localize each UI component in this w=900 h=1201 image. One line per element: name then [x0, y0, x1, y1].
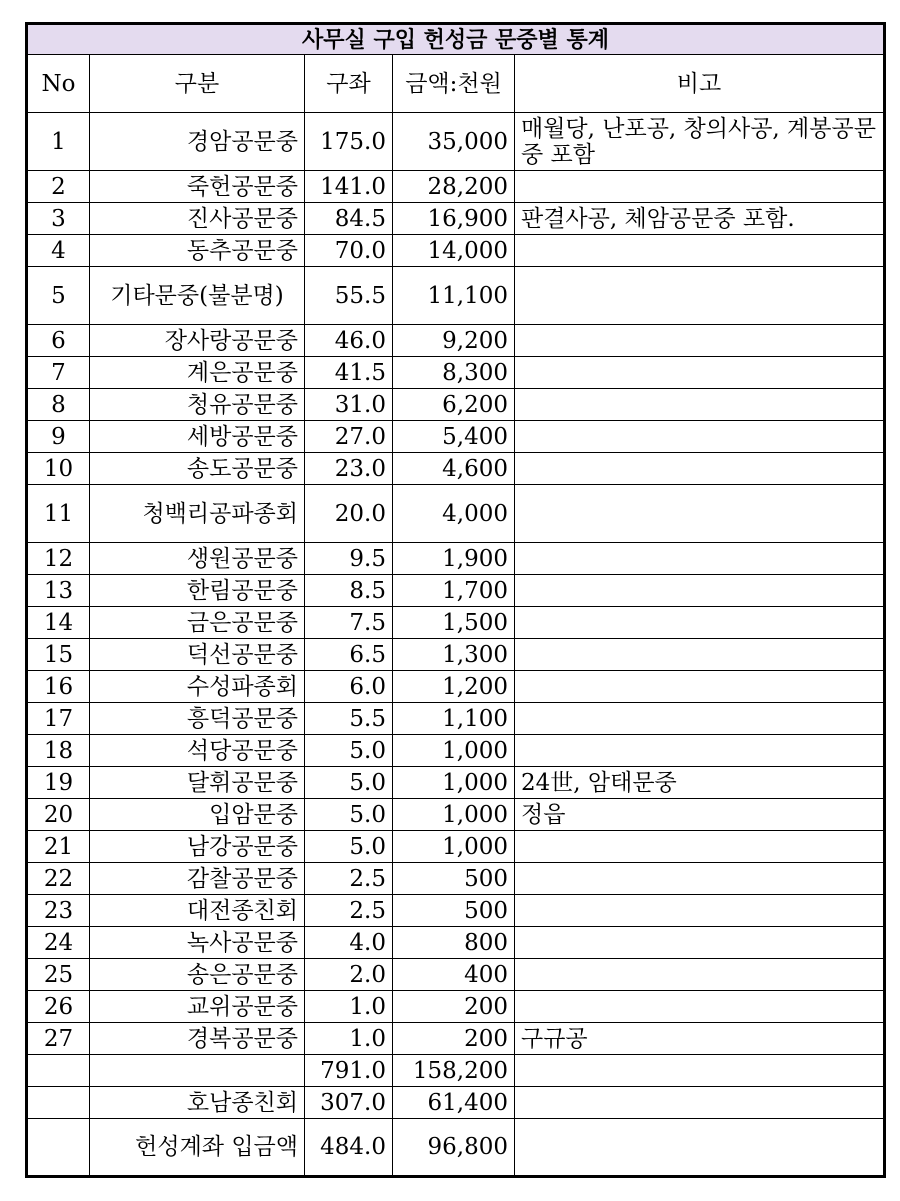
cell-note [515, 607, 885, 639]
table-row [27, 639, 885, 671]
header-row [27, 55, 885, 113]
table-row [27, 203, 885, 235]
cell-no: 8 [27, 389, 90, 421]
cell-name: 녹사공문중 [90, 927, 305, 959]
cell-note: 매월당, 난포공, 창의사공, 계봉공문중 포함 [515, 113, 885, 171]
cell-amount: 35,000 [393, 113, 515, 171]
cell-name: 기타문중(불분명) [90, 267, 305, 325]
cell-amount: 1,000 [393, 735, 515, 767]
cell-accounts: 6.0 [305, 671, 393, 703]
table-row [27, 453, 885, 485]
cell-note [515, 389, 885, 421]
cell-accounts: 2.5 [305, 895, 393, 927]
cell-amount: 158,200 [393, 1055, 515, 1087]
cell-name: 남강공문중 [90, 831, 305, 863]
cell-no: 21 [27, 831, 90, 863]
cell-no: 7 [27, 357, 90, 389]
table-row [27, 671, 885, 703]
cell-accounts: 5.0 [305, 799, 393, 831]
table-row [27, 267, 885, 325]
cell-amount: 500 [393, 863, 515, 895]
cell-name [90, 1055, 305, 1087]
header-note: 비고 [515, 55, 885, 113]
cell-note [515, 831, 885, 863]
cell-no: 3 [27, 203, 90, 235]
cell-accounts: 8.5 [305, 575, 393, 607]
cell-no: 2 [27, 171, 90, 203]
cell-note [515, 959, 885, 991]
table-row [27, 799, 885, 831]
header-name: 구분 [90, 55, 305, 113]
cell-note [515, 735, 885, 767]
cell-name: 청백리공파종회 [90, 485, 305, 543]
cell-note: 정읍 [515, 799, 885, 831]
cell-amount: 8,300 [393, 357, 515, 389]
cell-name: 덕선공문중 [90, 639, 305, 671]
cell-no: 27 [27, 1023, 90, 1055]
cell-note [515, 863, 885, 895]
cell-accounts: 9.5 [305, 543, 393, 575]
table-row [27, 703, 885, 735]
cell-note [515, 171, 885, 203]
cell-name: 송도공문중 [90, 453, 305, 485]
table-row [27, 171, 885, 203]
cell-no [27, 1087, 90, 1119]
table-row [27, 607, 885, 639]
cell-name: 계은공문중 [90, 357, 305, 389]
cell-amount: 4,600 [393, 453, 515, 485]
cell-no: 17 [27, 703, 90, 735]
cell-no: 25 [27, 959, 90, 991]
table-row [27, 389, 885, 421]
cell-accounts: 4.0 [305, 927, 393, 959]
cell-amount: 14,000 [393, 235, 515, 267]
table-row [27, 991, 885, 1023]
cell-accounts: 2.5 [305, 863, 393, 895]
cell-accounts: 1.0 [305, 1023, 393, 1055]
cell-amount: 1,100 [393, 703, 515, 735]
header-amount: 금액:천원 [393, 55, 515, 113]
cell-no: 10 [27, 453, 90, 485]
cell-note [515, 235, 885, 267]
cell-name: 호남종친회 [90, 1087, 305, 1119]
summary-row [27, 1055, 885, 1087]
cell-note [515, 1055, 885, 1087]
cell-note [515, 671, 885, 703]
table-row [27, 357, 885, 389]
cell-accounts: 41.5 [305, 357, 393, 389]
cell-name: 죽헌공문중 [90, 171, 305, 203]
cell-accounts: 5.0 [305, 831, 393, 863]
cell-accounts: 1.0 [305, 991, 393, 1023]
cell-no: 24 [27, 927, 90, 959]
cell-name: 동추공문중 [90, 235, 305, 267]
cell-name: 흥덕공문중 [90, 703, 305, 735]
cell-accounts: 7.5 [305, 607, 393, 639]
cell-name: 금은공문중 [90, 607, 305, 639]
cell-accounts: 70.0 [305, 235, 393, 267]
cell-name: 청유공문중 [90, 389, 305, 421]
title-row [27, 24, 885, 55]
cell-no: 13 [27, 575, 90, 607]
cell-accounts: 175.0 [305, 113, 393, 171]
summary-row [27, 1087, 885, 1119]
table-row [27, 927, 885, 959]
cell-accounts: 2.0 [305, 959, 393, 991]
cell-name: 교위공문중 [90, 991, 305, 1023]
cell-no: 11 [27, 485, 90, 543]
cell-note [515, 453, 885, 485]
cell-accounts: 84.5 [305, 203, 393, 235]
table-row [27, 235, 885, 267]
cell-amount: 4,000 [393, 485, 515, 543]
cell-note [515, 543, 885, 575]
cell-accounts: 307.0 [305, 1087, 393, 1119]
cell-no: 20 [27, 799, 90, 831]
cell-note [515, 575, 885, 607]
cell-no: 16 [27, 671, 90, 703]
table-row [27, 113, 885, 171]
header-no: No [27, 55, 90, 113]
cell-name: 경복공문중 [90, 1023, 305, 1055]
cell-note [515, 421, 885, 453]
cell-amount: 400 [393, 959, 515, 991]
cell-note [515, 357, 885, 389]
table-row [27, 863, 885, 895]
cell-amount: 200 [393, 991, 515, 1023]
cell-amount: 1,900 [393, 543, 515, 575]
cell-no: 9 [27, 421, 90, 453]
cell-note: 구규공 [515, 1023, 885, 1055]
table-title: 사무실 구입 헌성금 문중별 통계 [27, 24, 885, 55]
cell-name: 세방공문중 [90, 421, 305, 453]
table-row [27, 767, 885, 799]
cell-name: 수성파종회 [90, 671, 305, 703]
cell-amount: 6,200 [393, 389, 515, 421]
cell-accounts: 141.0 [305, 171, 393, 203]
cell-note: 판결사공, 체암공문중 포함. [515, 203, 885, 235]
cell-name: 석당공문중 [90, 735, 305, 767]
cell-name: 달휘공문중 [90, 767, 305, 799]
cell-no: 6 [27, 325, 90, 357]
cell-no: 15 [27, 639, 90, 671]
cell-accounts: 6.5 [305, 639, 393, 671]
table-row [27, 543, 885, 575]
cell-accounts: 5.0 [305, 767, 393, 799]
cell-note [515, 927, 885, 959]
cell-amount: 1,200 [393, 671, 515, 703]
cell-accounts: 484.0 [305, 1119, 393, 1177]
cell-amount: 1,000 [393, 767, 515, 799]
cell-amount: 5,400 [393, 421, 515, 453]
cell-name: 생원공문중 [90, 543, 305, 575]
cell-note [515, 325, 885, 357]
cell-no: 4 [27, 235, 90, 267]
cell-note [515, 485, 885, 543]
cell-note [515, 991, 885, 1023]
table-row [27, 895, 885, 927]
cell-amount: 200 [393, 1023, 515, 1055]
cell-amount: 1,700 [393, 575, 515, 607]
cell-amount: 96,800 [393, 1119, 515, 1177]
cell-accounts: 46.0 [305, 325, 393, 357]
cell-accounts: 27.0 [305, 421, 393, 453]
cell-amount: 9,200 [393, 325, 515, 357]
cell-no: 22 [27, 863, 90, 895]
cell-note [515, 703, 885, 735]
cell-no: 19 [27, 767, 90, 799]
table-row [27, 421, 885, 453]
cell-no: 23 [27, 895, 90, 927]
table-row [27, 485, 885, 543]
cell-no: 26 [27, 991, 90, 1023]
header-accounts: 구좌 [305, 55, 393, 113]
cell-note [515, 267, 885, 325]
cell-accounts: 55.5 [305, 267, 393, 325]
cell-note [515, 895, 885, 927]
cell-accounts: 5.0 [305, 735, 393, 767]
cell-name: 송은공문중 [90, 959, 305, 991]
table-row [27, 1023, 885, 1055]
cell-amount: 28,200 [393, 171, 515, 203]
cell-no: 5 [27, 267, 90, 325]
cell-accounts: 791.0 [305, 1055, 393, 1087]
donation-statistics-table [25, 22, 886, 1178]
cell-note [515, 639, 885, 671]
cell-amount: 800 [393, 927, 515, 959]
cell-no: 12 [27, 543, 90, 575]
cell-note: 24世, 암태문중 [515, 767, 885, 799]
cell-amount: 1,300 [393, 639, 515, 671]
cell-name: 감찰공문중 [90, 863, 305, 895]
cell-name: 장사랑공문중 [90, 325, 305, 357]
cell-no: 1 [27, 113, 90, 171]
cell-accounts: 31.0 [305, 389, 393, 421]
cell-name: 헌성계좌 입금액 [90, 1119, 305, 1177]
cell-accounts: 5.5 [305, 703, 393, 735]
table-row [27, 959, 885, 991]
cell-accounts: 23.0 [305, 453, 393, 485]
cell-no [27, 1055, 90, 1087]
cell-amount: 1,500 [393, 607, 515, 639]
cell-no [27, 1119, 90, 1177]
table-row [27, 575, 885, 607]
cell-name: 대전종친회 [90, 895, 305, 927]
cell-amount: 500 [393, 895, 515, 927]
cell-accounts: 20.0 [305, 485, 393, 543]
table-row [27, 325, 885, 357]
cell-amount: 61,400 [393, 1087, 515, 1119]
cell-no: 18 [27, 735, 90, 767]
cell-amount: 16,900 [393, 203, 515, 235]
cell-amount: 11,100 [393, 267, 515, 325]
cell-name: 입암문중 [90, 799, 305, 831]
cell-note [515, 1119, 885, 1177]
cell-note [515, 1087, 885, 1119]
cell-name: 한림공문중 [90, 575, 305, 607]
cell-no: 14 [27, 607, 90, 639]
table-row [27, 735, 885, 767]
cell-amount: 1,000 [393, 831, 515, 863]
summary-row [27, 1119, 885, 1177]
cell-amount: 1,000 [393, 799, 515, 831]
cell-name: 경암공문중 [90, 113, 305, 171]
cell-name: 진사공문중 [90, 203, 305, 235]
table-row [27, 831, 885, 863]
